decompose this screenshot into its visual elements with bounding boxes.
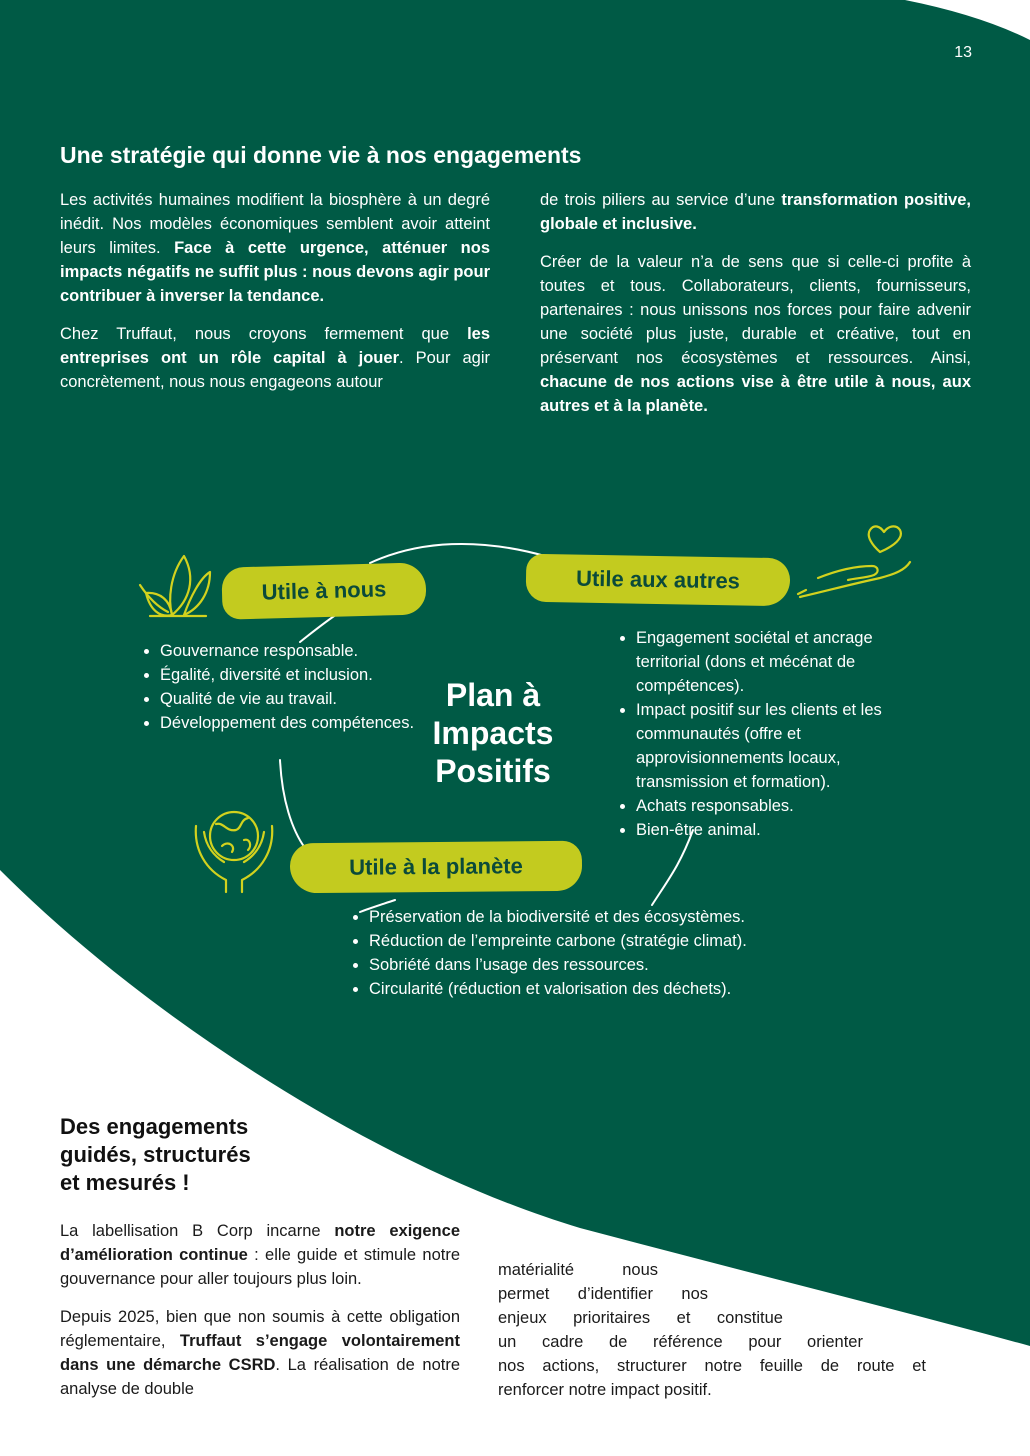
subtitle-line: guidés, structurés xyxy=(60,1142,251,1167)
subtitle-line: et mesurés ! xyxy=(60,1170,190,1195)
bold-text: les entreprises ont un rôle capital à jouer xyxy=(60,325,490,367)
word: nos xyxy=(681,1285,708,1303)
text-run: . Pour agir concrètement, nous nous engageons autour xyxy=(60,349,491,391)
paragraph xyxy=(60,1219,460,1291)
word: structurer xyxy=(617,1357,687,1375)
pillar-label-utile-a-nous: Utile à nous xyxy=(221,562,426,619)
text-run: : elle guide et stimule notre gouvernance pour aller toujours plus loin. xyxy=(60,1246,461,1288)
list-item: • Engagement sociétal et ancrage territorial (dons et mécénat de compétences). xyxy=(636,626,914,698)
list-item: • Égalité, diversité et inclusion. xyxy=(160,663,418,687)
word: permet xyxy=(498,1285,550,1303)
word: et xyxy=(676,1309,691,1327)
plan-title-line: Plan à xyxy=(445,677,541,713)
text-run: . La réalisation de notre analyse de double xyxy=(60,1356,461,1398)
paragraph xyxy=(540,188,971,236)
pillar-label-utile-a-la-planete: Utile à la planète xyxy=(290,841,582,894)
text-line xyxy=(498,1354,926,1378)
word: pour xyxy=(748,1333,782,1351)
text-run: Chez Truffaut, nous croyons fermement que xyxy=(60,325,468,343)
text-run: de trois piliers au service d’une xyxy=(540,191,782,209)
text-line xyxy=(498,1258,658,1282)
word: actions, xyxy=(542,1357,600,1375)
word: de xyxy=(608,1333,628,1351)
bold-text: Face à cette urgence, atténuer nos impacts négatifs ne suffit plus : nous devons agir pour contribuer à inverser la tendance. xyxy=(60,239,490,305)
bold-text: chacune de nos actions vise à être utile à nous, aux autres et à la planète. xyxy=(540,373,971,415)
bold-text: Truffaut s’engage volontairement dans une démarche CSRD xyxy=(60,1332,461,1374)
word: nos xyxy=(498,1357,525,1375)
list-item: • Circularité (réduction et valorisation des déchets). xyxy=(369,977,847,1001)
list-item: • Bien-être animal. xyxy=(636,818,914,842)
word: route xyxy=(856,1357,895,1375)
word: référence xyxy=(652,1333,723,1351)
bcorp-left-column xyxy=(60,1219,460,1415)
bcorp-right-column xyxy=(498,1258,926,1402)
text-run: Depuis 2025, bien que non soumis à cette obligation réglementaire, xyxy=(60,1308,460,1350)
pillar-list-planete xyxy=(347,905,847,1001)
pillar-list-nous xyxy=(138,639,418,735)
word: notre xyxy=(704,1357,743,1375)
word: nous xyxy=(622,1261,658,1279)
word: cadre xyxy=(542,1333,584,1351)
text-line xyxy=(498,1306,783,1330)
paragraph xyxy=(60,322,490,394)
pillar-list-autres xyxy=(614,626,914,842)
word: de xyxy=(820,1357,840,1375)
list-item: • Développement des compétences. xyxy=(160,711,418,735)
word: renforcer notre impact positif. xyxy=(498,1381,712,1399)
page-number: 13 xyxy=(954,44,972,61)
word: matérialité xyxy=(498,1261,575,1279)
word: orienter xyxy=(807,1333,863,1351)
subtitle-line: Des engagements xyxy=(60,1114,249,1139)
section-subtitle xyxy=(60,1113,320,1197)
plan-title xyxy=(400,676,586,790)
text-line xyxy=(498,1330,863,1354)
paragraph xyxy=(60,188,490,308)
word: enjeux xyxy=(498,1309,547,1327)
text-line xyxy=(498,1282,708,1306)
list-item: • Qualité de vie au travail. xyxy=(160,687,418,711)
section-title: Une stratégie qui donne vie à nos engagements xyxy=(60,142,582,168)
text-line xyxy=(498,1378,926,1402)
pillar-label-utile-aux-autres: Utile aux autres xyxy=(526,554,791,607)
bold-text: transformation positive, globale et inclusive. xyxy=(540,191,971,233)
list-item: • Achats responsables. xyxy=(636,794,914,818)
plan-title-line: Positifs xyxy=(435,753,551,789)
text-run: Les activités humaines modifient la biosphère à un degré inédit. Nos modèles économiques semblent avoir atteint leurs limites. xyxy=(60,191,490,257)
list-item: • Sobriété dans l’usage des ressources. xyxy=(369,953,847,977)
text-run: Créer de la valeur n’a de sens que si celle-ci profite à toutes et tous. Collaborateurs, clients, fournisseurs, partenaires : nous unissons nos forces pour faire advenir une société plus juste, durable et créative, tout en préservant nos écosystèmes et ressources. Ainsi, xyxy=(540,253,971,367)
list-item: • Impact positif sur les clients et les communautés (offre et approvisionnements locaux, transmission et formation). xyxy=(636,698,914,794)
word: d’identifier xyxy=(577,1285,653,1303)
word: feuille xyxy=(759,1357,803,1375)
list-item: • Préservation de la biodiversité et des écosystèmes. xyxy=(369,905,847,929)
word: un xyxy=(498,1333,517,1351)
word: constitue xyxy=(716,1309,783,1327)
text-run: La labellisation B Corp incarne xyxy=(60,1222,335,1240)
paragraph xyxy=(540,250,971,418)
plan-title-line: Impacts xyxy=(432,715,554,751)
list-item: • Gouvernance responsable. xyxy=(160,639,418,663)
paragraph xyxy=(60,1305,460,1401)
intro-left-column xyxy=(60,188,490,408)
list-item: • Réduction de l’empreinte carbone (stratégie climat). xyxy=(369,929,847,953)
word: et xyxy=(912,1357,926,1375)
intro-right-column xyxy=(540,188,971,432)
bold-text: notre exigence d’amélioration continue xyxy=(60,1222,460,1264)
word: prioritaires xyxy=(573,1309,651,1327)
